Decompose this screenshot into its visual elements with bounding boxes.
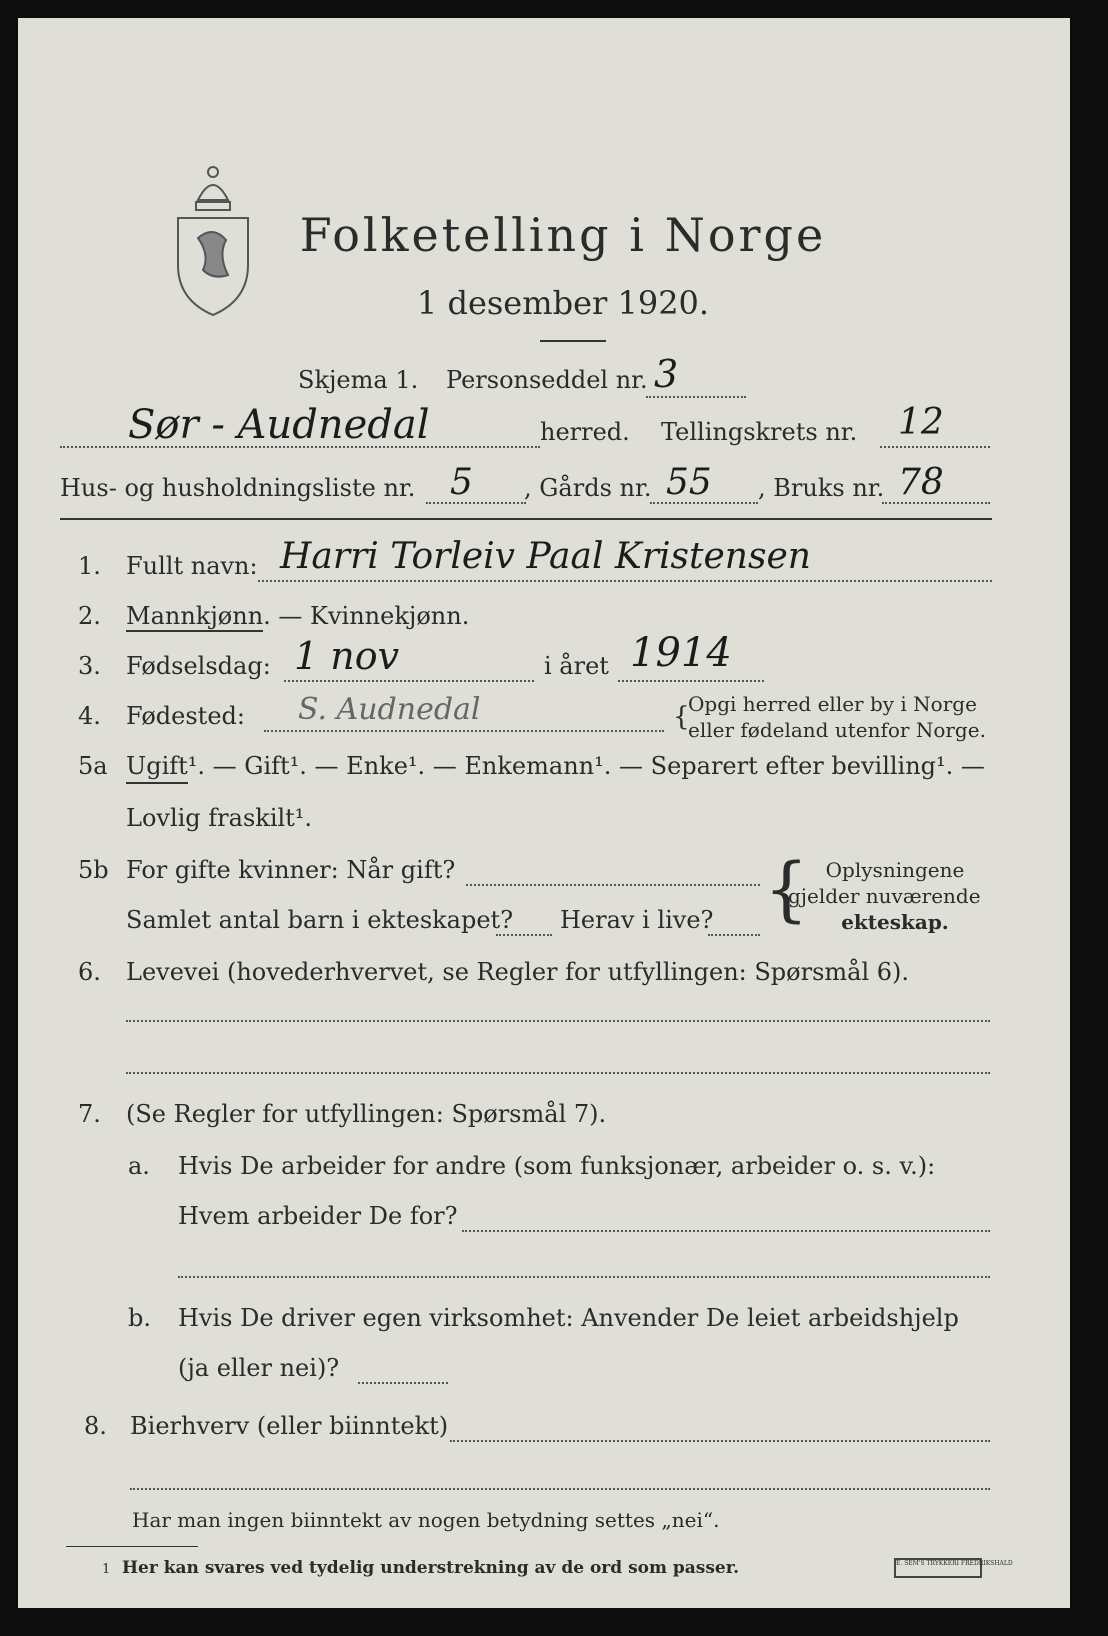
q5a-number: 5a	[78, 752, 108, 780]
no-income-note: Har man ingen biinntekt av nogen betydning settes „nei“.	[132, 1508, 720, 1532]
header-rule	[60, 518, 992, 520]
census-form-page	[18, 18, 1070, 1608]
q8-number: 8.	[84, 1412, 107, 1440]
q4-brace: {	[673, 702, 690, 732]
q7a-letter: a.	[128, 1152, 150, 1180]
q7b-line1: Hvis De driver egen virksomhet: Anvender De leiet arbeidshjelp	[178, 1304, 959, 1332]
q7b-letter: b.	[128, 1304, 151, 1332]
q5b-brace: {	[764, 848, 809, 930]
q5b-line1: For gifte kvinner: Når gift?	[126, 856, 456, 884]
q4-note-line1: Opgi herred eller by i Norge	[688, 692, 977, 716]
footnote-text: Her kan svares ved tydelig understrekning av de ord som passer.	[122, 1558, 740, 1578]
q7-label: (Se Regler for utfyllingen: Spørsmål 7).	[126, 1100, 607, 1128]
q5b-number: 5b	[78, 856, 109, 884]
employer-field[interactable]	[462, 1230, 990, 1232]
gards-value[interactable]: 55	[666, 462, 712, 503]
marital-status-line2[interactable]: Lovlig fraskilt¹.	[126, 804, 313, 832]
q2-number: 2.	[78, 602, 101, 630]
q5b-note-line2: gjelder nuværende	[788, 884, 981, 908]
hired-help-field[interactable]	[358, 1382, 448, 1384]
bruks-value[interactable]: 78	[898, 462, 944, 503]
printer-stamp: E. SEM'S TRYKKERI FREDRIKSHALD	[894, 1558, 982, 1578]
occupation-field-line1[interactable]	[126, 1020, 990, 1022]
ugift-underline	[126, 782, 188, 784]
q4-note-line2: eller fødeland utenfor Norge.	[688, 718, 986, 742]
side-income-field[interactable]	[450, 1440, 990, 1442]
q7a-employer-label: Hvem arbeider De for?	[178, 1202, 458, 1230]
q3-label: Fødselsdag:	[126, 652, 271, 680]
gender-options: Mannkjønn. — Kvinnekjønn.	[126, 602, 470, 630]
hus-value[interactable]: 5	[450, 462, 473, 503]
footnote-rule	[66, 1546, 198, 1547]
birth-year-value[interactable]: 1914	[630, 630, 732, 676]
occupation-field-line2[interactable]	[126, 1072, 990, 1074]
q4-label: Fødested:	[126, 702, 245, 730]
q7-number: 7.	[78, 1100, 101, 1128]
side-income-field-line2[interactable]	[130, 1488, 990, 1490]
skjema-label: Skjema 1.	[298, 366, 419, 394]
q5b-note-line1: Oplysningene	[825, 858, 965, 882]
q7a-line1: Hvis De arbeider for andre (som funksjonær, arbeider o. s. v.):	[178, 1152, 936, 1180]
q6-label: Levevei (hovederhvervet, se Regler for utfyllingen: Spørsmål 6).	[126, 958, 910, 986]
marital-status-options[interactable]: Ugift¹. — Gift¹. — Enke¹. — Enkemann¹. — Separert efter bevilling¹. —	[126, 752, 985, 780]
personseddel-label: Personseddel nr.	[446, 366, 648, 394]
q3-number: 3.	[78, 652, 101, 680]
form-title: Folketelling i Norge	[299, 208, 827, 262]
q5b-note-line3: ekteskap.	[841, 910, 949, 934]
birthdate-value[interactable]: 1 nov	[294, 634, 400, 678]
herred-value[interactable]: Sør - Audnedal	[128, 402, 430, 448]
birthplace-value[interactable]: S. Audnedal	[298, 692, 481, 727]
title-divider	[540, 340, 606, 342]
q4-number: 4.	[78, 702, 101, 730]
q3-year-label: i året	[544, 652, 609, 680]
census-date: 1 desember 1920.	[416, 284, 710, 322]
gender-female-option[interactable]: Kvinnekjønn	[310, 602, 462, 630]
herred-label: herred.	[540, 418, 630, 446]
employer-field-line2[interactable]	[178, 1276, 990, 1278]
q7b-line2: (ja eller nei)?	[178, 1354, 340, 1382]
footnote-mark: 1	[102, 1562, 111, 1577]
full-name-value[interactable]: Harri Torleiv Paal Kristensen	[280, 536, 811, 577]
q8-label: Bierhverv (eller biinntekt)	[130, 1412, 449, 1440]
tellingskrets-label: Tellingskrets nr.	[661, 418, 858, 446]
bruks-label: , Bruks nr.	[758, 474, 885, 502]
q5b-alive-label: Herav i live?	[560, 906, 714, 934]
gender-male-option[interactable]: Mannkjønn	[126, 602, 264, 630]
q1-number: 1.	[78, 552, 101, 580]
tellingskrets-value[interactable]: 12	[898, 402, 944, 443]
q6-number: 6.	[78, 958, 101, 986]
q1-label: Fullt navn:	[126, 552, 258, 580]
personseddel-value[interactable]: 3	[654, 352, 679, 396]
gards-label: , Gårds nr.	[524, 474, 652, 502]
hus-label: Hus- og husholdningsliste nr.	[60, 474, 416, 502]
q5b-children-label: Samlet antal barn i ekteskapet?	[126, 906, 514, 934]
